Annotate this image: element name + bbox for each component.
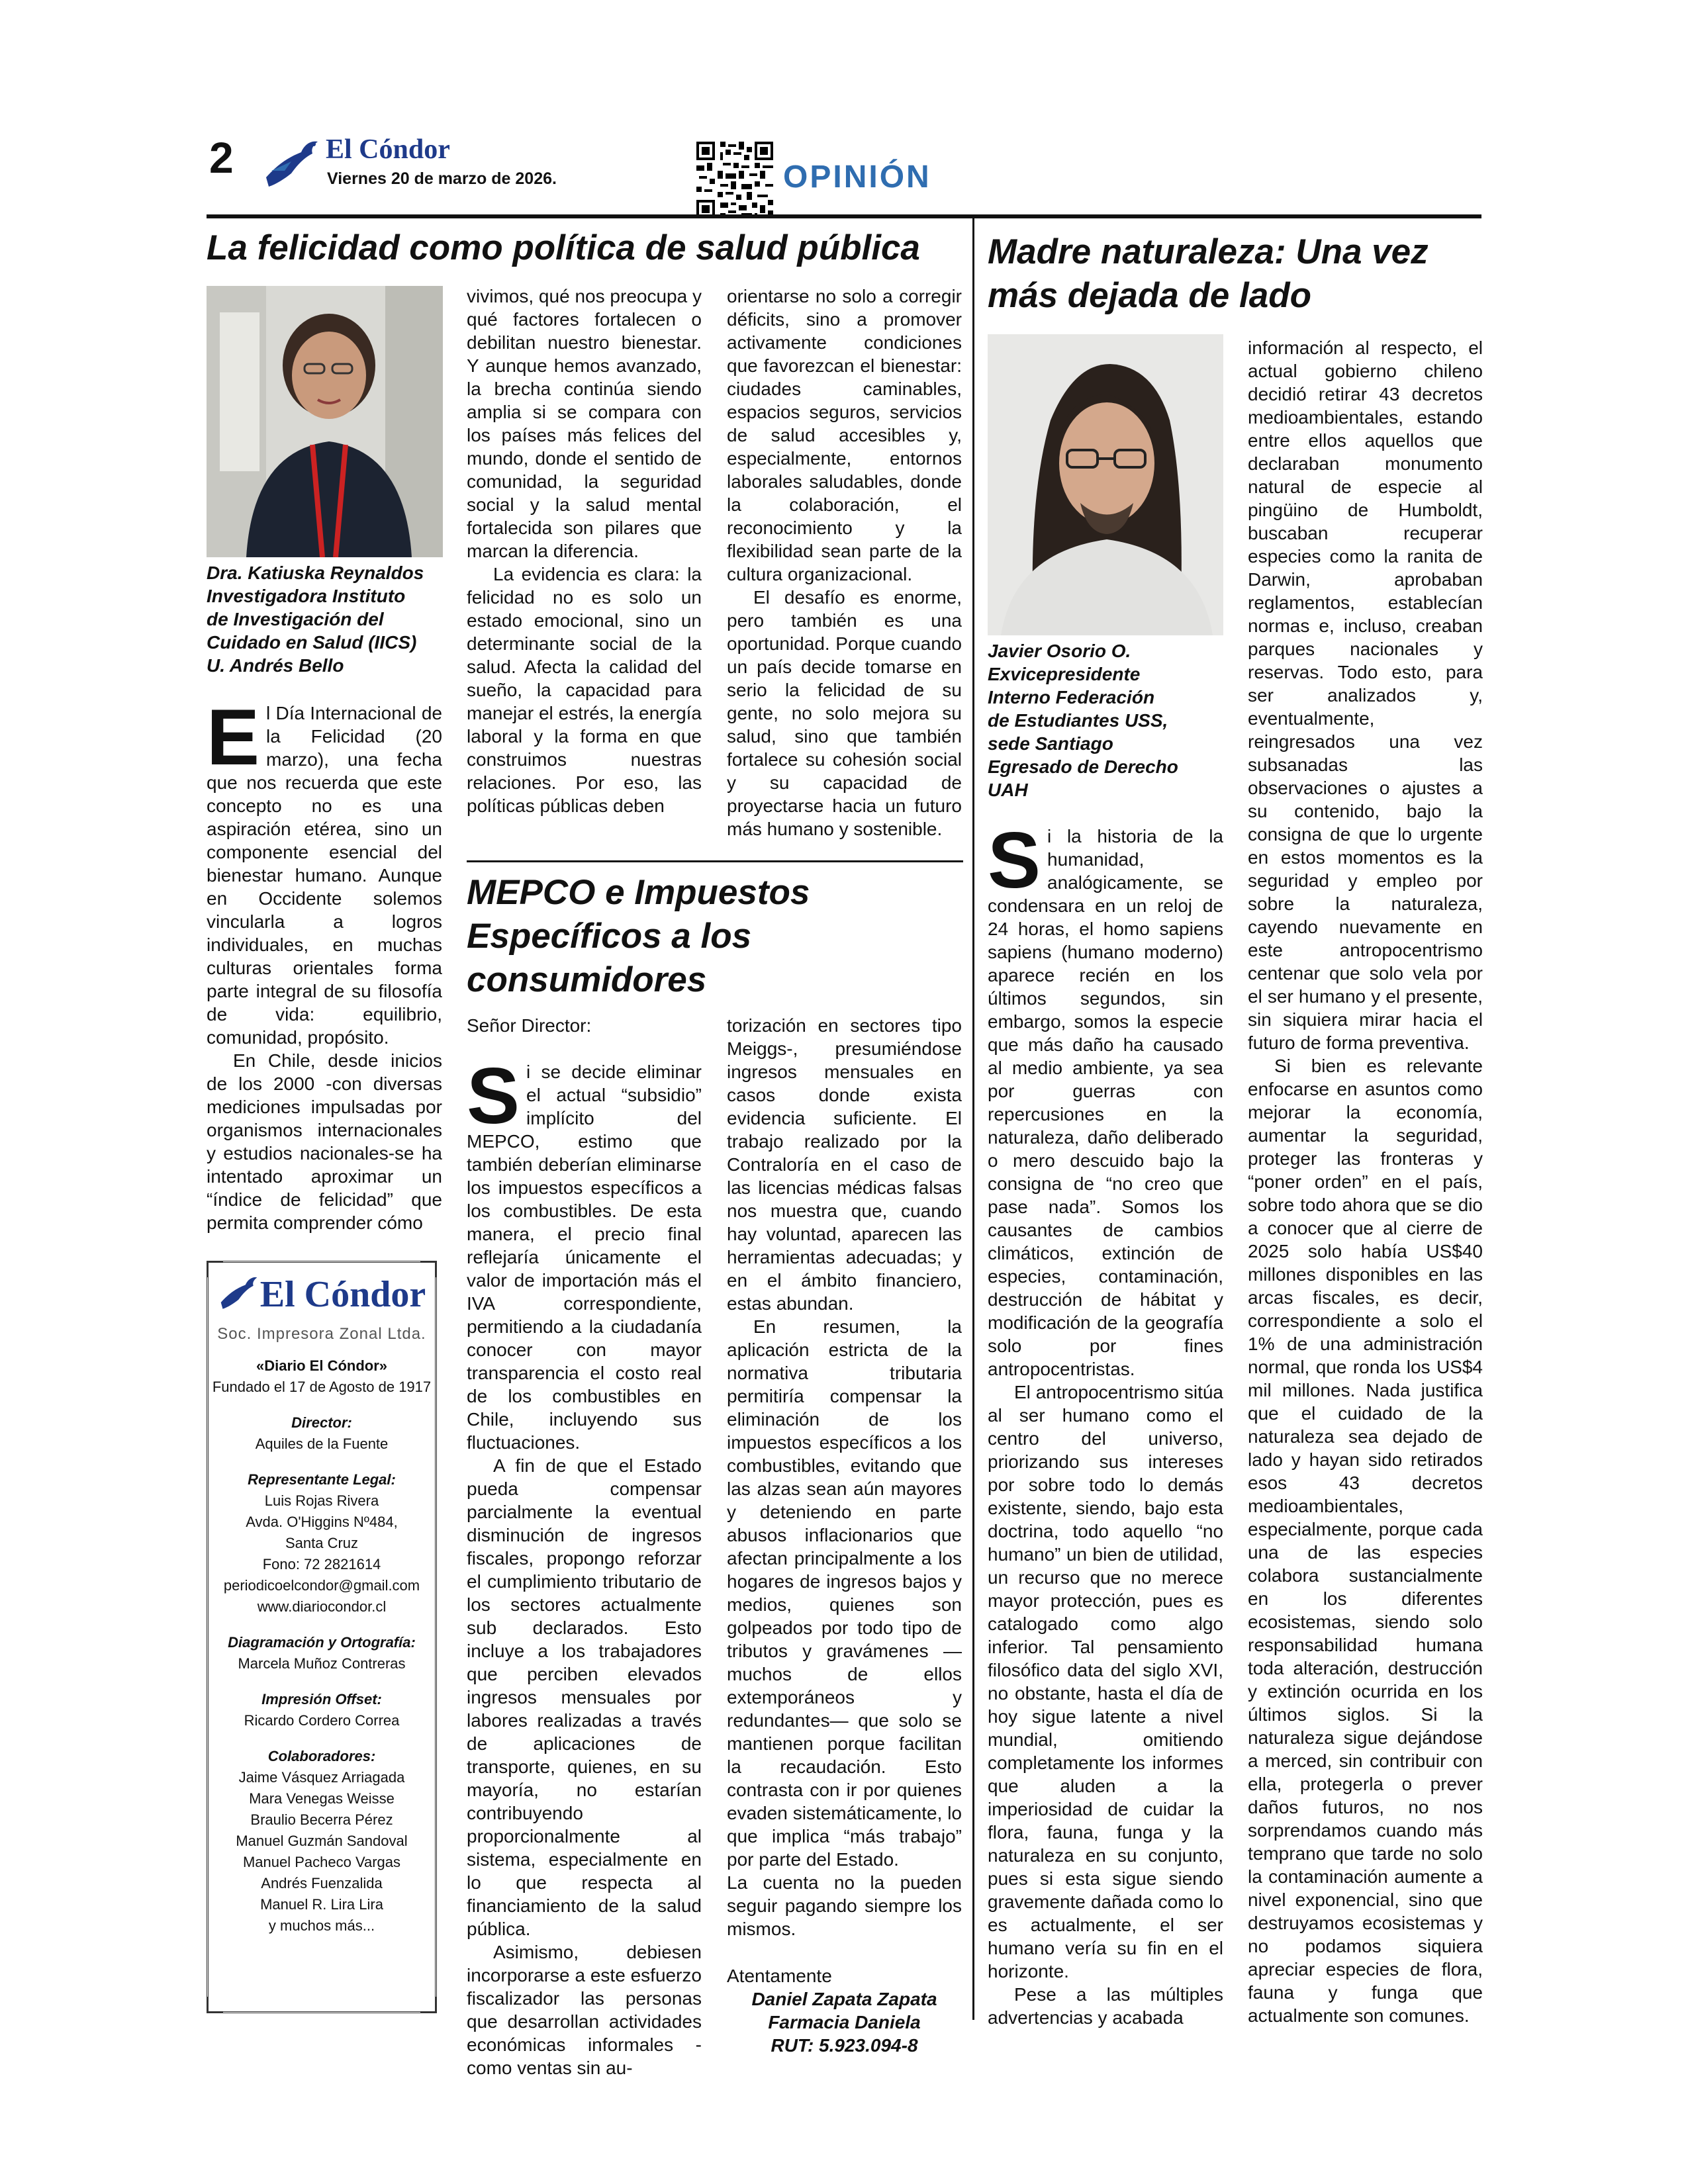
article1-column-3 bbox=[727, 285, 962, 841]
signature-line: RUT: 5.923.094-8 bbox=[771, 2035, 918, 2056]
paragraph: La cuenta no la pueden seguir pagando siempre los mismos. bbox=[727, 1872, 962, 1939]
paragraph: i la historia de la humanidad, analógicamente, se condensara en un reloj de 24 horas, el homo sapiens sapiens (humano moderno) aparece recién en los últimos segundos, sin embargo, somos la especie que más daño ha causado al medio ambiente, ya sea por guerras con repercusiones en la naturaleza, daño deliberado o mero descuido bajo la consigna de “no creo que pase nada”. Somos los causantes de cambios climáticos, extinción de especies, contaminación, destrucción de hábitat y modificación de la geografía solo por fines antropocentristas. bbox=[988, 826, 1223, 1379]
author-line: Exvicepresidente bbox=[988, 664, 1141, 684]
article2-title: MEPCO e Impuestos Específicos a los consumidores bbox=[467, 873, 810, 999]
header-rule bbox=[207, 214, 1481, 218]
collaborator: Manuel R. Lira Lira bbox=[260, 1896, 383, 1913]
article-divider bbox=[467, 860, 963, 862]
author-line: Interno Federación bbox=[988, 687, 1155, 707]
signature-line: Farmacia Daniela bbox=[768, 2012, 921, 2032]
author-line: Investigadora Instituto bbox=[207, 586, 406, 606]
collaborator: Braulio Becerra Pérez bbox=[250, 1811, 393, 1828]
company-name: Soc. Impresora Zonal Ltda. bbox=[217, 1325, 426, 1343]
author-line: Cuidado en Salud (IICS) bbox=[207, 632, 417, 653]
condor-icon bbox=[218, 1275, 260, 1312]
legal-line: Luis Rojas Rivera bbox=[264, 1492, 379, 1509]
collaborator: Manuel Guzmán Sandoval bbox=[236, 1833, 408, 1849]
page-number: 2 bbox=[209, 133, 234, 182]
author-line: U. Andrés Bello bbox=[207, 655, 344, 676]
website-link[interactable]: www.diariocondor.cl bbox=[257, 1598, 387, 1615]
author-photo-reynaldos bbox=[207, 286, 443, 557]
director-heading: Director: bbox=[291, 1414, 352, 1431]
director-name: Aquiles de la Fuente bbox=[255, 1435, 389, 1452]
issue-date: Viernes 20 de marzo de 2026. bbox=[327, 169, 557, 188]
paragraph: Si bien es relevante enfocarse en asuntos como mejorar la economía, aumentar la seguridad, proteger las fronteras y “poner orden” en el país, sobre todo ahora que se dio a conocer que al cierre de 2025 solo había US$40 millones disponibles en las arcas fiscales, es decir, correspondiente a solo el 1% de una administración normal, que ronda los US$4 mil millones. Nada justifica que el cuidado de la naturaleza sea dejado de lado y hayan sido retirados esos 43 decretos medioambientales, especialmente, porque cada una de las especies colabora sustancialmente en los diferentes ecosistemas, siendo solo responsabilidad humana toda alteración, destrucción y extinción ocurrida en los últimos siglos. Si la naturaleza sigue dejándose a merced, sin contribuir con ella, protegerla o prever daños futuros, no nos sorprendamos cuando más temprano que tarde no solo la contaminación aumente a nivel exponencial, sino que destruyamos ecosistemas y no podamos siquiera apreciar especies de flora, fauna y funga que actualmente son comunes. bbox=[1248, 1056, 1483, 2026]
paragraph: l Día Internacional de la Felicidad (20 marzo), una fecha que nos recuerda que este concepto no es una aspiración etérea, sino un componente esencial del bienestar humano. Aunque en Occidente solemos vincularla a logros individuales, en muchas culturas orientales forma parte integral de su filosofía de vida: equilibrio, comunidad, propósito. bbox=[207, 703, 442, 1048]
paragraph: Pese a las múltiples advertencias y acabada bbox=[988, 1984, 1223, 2028]
article3-column-2 bbox=[1248, 336, 1483, 2027]
paragraph: A fin de que el Estado pueda compensar parcialmente la eventual disminución de ingresos fiscales, propongo reforzar el cumplimiento tributario de los sectores actualmente sub declarados. Esto incluye a los trabajadores que perciben elevados ingresos mensuales por labores realizadas a través de aplicaciones de transporte, quienes, en su mayoría, no estarían contribuyendo proporcionalmente al sistema, especialmente en lo que respecta al financiamiento de la salud pública. bbox=[467, 1455, 702, 1939]
author-line: sede Santiago bbox=[988, 733, 1113, 754]
collaborator: Manuel Pacheco Vargas bbox=[242, 1854, 401, 1870]
founded-date: Fundado el 17 de Agosto de 1917 bbox=[212, 1379, 432, 1395]
paragraph: vivimos, qué nos preocupa y qué factores fortalecen o debilitan nuestro bienestar. Y aunque hemos avanzado, la brecha continúa siendo amplia si se compara con los países más felices del mundo, donde el sentido de comunidad, la seguridad social y la salud mental fortalecida son pilares que marcan la diferencia. bbox=[467, 286, 702, 561]
drop-cap: E bbox=[207, 693, 260, 782]
legal-heading: Representante Legal: bbox=[248, 1471, 396, 1488]
article1-column-1 bbox=[207, 693, 442, 1234]
article1-title: La felicidad como política de salud pública bbox=[207, 228, 920, 267]
paragraph: orientarse no solo a corregir déficits, sino a promover activamente condiciones que favorezcan el bienestar: ciudades caminables, espacios seguros, servicios de salud accesibles y, especialmente, entornos laborales saludables, donde la colaboración, el reconocimiento y la flexibilidad sean parte de la cultura organizacional. bbox=[727, 286, 962, 584]
paragraph: El desafío es enorme, pero también es una oportunidad. Porque cuando un país decide tomarse en serio la felicidad de su gente, no solo mejora su salud, sino que también fortalece su cohesión social y su capacidad de proyectarse hacia un futuro más humano y sostenible. bbox=[727, 587, 962, 839]
signature-line: Daniel Zapata Zapata bbox=[751, 1989, 937, 2009]
paragraph: información al respecto, el actual gobierno chileno decidió retirar 43 decretos medioambientales, estando entre ellos aquellos que declaraban monumento natural de especie al pingüino de Humboldt, buscaban recuperar especies como la ranita de Darwin, aprobaban reglamentos, establecían normas e, incluso, creaban parques nacionales y reservas. Todo esto, para ser analizados y, eventualmente, reingresados una vez subsanadas las observaciones o ajustes a su contenido, bajo la consigna de que lo urgente en estos momentos es la seguridad y empleo por sobre la naturaleza, cayendo nuevamente en este antropocentrismo centenar que solo vela por el ser humano y el presente, sin siquiera mirar hacia el futuro de forma preventiva. bbox=[1248, 338, 1483, 1053]
article2-salutation: Señor Director: bbox=[467, 1015, 592, 1036]
article3-column-1 bbox=[988, 816, 1223, 2029]
qr-code-icon[interactable] bbox=[696, 142, 773, 218]
legal-line: Avda. O'Higgins Nº484, bbox=[246, 1514, 398, 1530]
layout-heading: Diagramación y Ortografía: bbox=[228, 1634, 416, 1651]
collaborator: Jaime Vásquez Arriagada bbox=[238, 1769, 405, 1786]
column-divider bbox=[972, 218, 974, 2020]
author-line: Dra. Katiuska Reynaldos bbox=[207, 563, 424, 583]
legal-line: Santa Cruz bbox=[285, 1535, 359, 1551]
collaborator: y muchos más... bbox=[268, 1917, 375, 1934]
paragraph: torización en sectores tipo Meiggs-, presumiéndose ingresos mensuales en casos donde exista evidencia suficiente. El trabajo realizado por la Contraloría en el caso de las licencias médicas falsas nos muestra que, cuando hay voluntad, aparecen las herramientas adecuadas; y en el ámbito financiero, estas abundan. bbox=[727, 1015, 962, 1314]
author-line: Egresado de Derecho bbox=[988, 756, 1178, 777]
article1-column-2 bbox=[467, 285, 702, 817]
paragraph: En resumen, la aplicación estricta de la normativa tributaria permitiría compensar la eliminación de los impuestos específicos a los combustibles, evitando que las alzas sean aún mayores y deteniendo en parte abusos inflacionarios que afectan principalmente a los hogares de ingresos bajos y medios, quienes son golpeados por todo tipo de tributos y gravámenes —muchos de ellos extemporáneos y redundantes— que solo se mantienen porque facilitan la recaudación. Esto contrasta con ir por quienes evaden sistemáticamente, lo que implica “más trabajo” por parte del Estado. bbox=[727, 1316, 962, 1870]
print-heading: Impresión Offset: bbox=[261, 1691, 382, 1707]
author-line: UAH bbox=[988, 780, 1028, 800]
section-title: OPINIÓN bbox=[783, 159, 931, 195]
author-line: de Investigación del bbox=[207, 609, 384, 629]
paragraph: La evidencia es clara: la felicidad no es solo un estado emocional, sino un determinante social de la salud. Afecta la calidad del sueño, la capacidad para manejar el estrés, la energía laboral y la forma en que construimos nuestras relaciones. Por eso, las políticas públicas deben bbox=[467, 564, 702, 816]
closing: Atentamente bbox=[727, 1966, 832, 1986]
paragraph: i se decide eliminar el actual “subsidio” implícito del MEPCO, estimo que también deberían eliminarse los impuestos específicos a los combustibles. De esta manera, el precio final reflejaría únicamente el valor de importación más el IVA correspondiente, permitiendo a la ciudadanía conocer con mayor transparencia el costo real de los combustibles en Chile, incluyendo sus fluctuaciones. bbox=[467, 1062, 702, 1453]
article1-author bbox=[207, 561, 445, 677]
author-line: de Estudiantes USS, bbox=[988, 710, 1168, 731]
phone: Fono: 72 2821614 bbox=[262, 1556, 381, 1572]
author-photo-osorio bbox=[988, 334, 1223, 635]
paragraph: El antropocentrismo sitúa al ser humano como el centro del universo, priorizando sus intereses por sobre todo lo demás existente, siendo, bajo esta doctrina, todo aquello “no humano” un bien de utilidad, un recurso que no merece mayor protección, pues es catalogado como algo inferior. Tal pensamiento filosófico data del siglo XVI, no obstante, hasta el día de hoy sigue latente a nivel mundial, omitiendo completamente los informes que aluden a la imperiosidad de cuidar la flora, fauna, funga y la naturaleza en su conjunto, pues si esta sigue siendo gravemente dañada como lo es actualmente, el ser humano vería su fin en el horizonte. bbox=[988, 1382, 1223, 1981]
print-name: Ricardo Cordero Correa bbox=[244, 1712, 400, 1729]
signature bbox=[727, 1987, 962, 2057]
condor-icon bbox=[265, 138, 319, 191]
masthead-title-text: El Cóndor bbox=[259, 1274, 426, 1315]
collaborator: Mara Venegas Weisse bbox=[249, 1790, 395, 1807]
masthead-title bbox=[209, 1275, 435, 1314]
collaborator: Andrés Fuenzalida bbox=[261, 1875, 383, 1891]
article3-title: Madre naturaleza: Una vez más dejada de lado bbox=[988, 232, 1429, 315]
collaborators-heading: Colaboradores: bbox=[267, 1748, 376, 1764]
paragraph: Asimismo, debiesen incorporarse a este esfuerzo fiscalizador las personas que desarrollan actividades económicas informales -como ventas sin au- bbox=[467, 1942, 702, 2078]
email-link[interactable]: periodicoelcondor@gmail.com bbox=[223, 1577, 420, 1594]
drop-cap: S bbox=[988, 816, 1041, 905]
drop-cap: S bbox=[467, 1052, 520, 1140]
paragraph: En Chile, desde inicios de los 2000 -con diversas mediciones impulsadas por organismos internacionales y estudios nacionales-se ha intentado aproximar un “índice de felicidad” que permita comprender cómo bbox=[207, 1050, 442, 1233]
layout-name: Marcela Muñoz Contreras bbox=[238, 1655, 406, 1672]
paper-full-name: «Diario El Cóndor» bbox=[256, 1357, 388, 1374]
masthead-box bbox=[207, 1261, 437, 2013]
article2-column-1 bbox=[467, 1052, 702, 2079]
article2-column-2 bbox=[727, 1014, 962, 2057]
paper-name: El Cóndor bbox=[326, 134, 450, 165]
article3-author bbox=[988, 639, 1239, 801]
author-line: Javier Osorio O. bbox=[988, 641, 1131, 661]
